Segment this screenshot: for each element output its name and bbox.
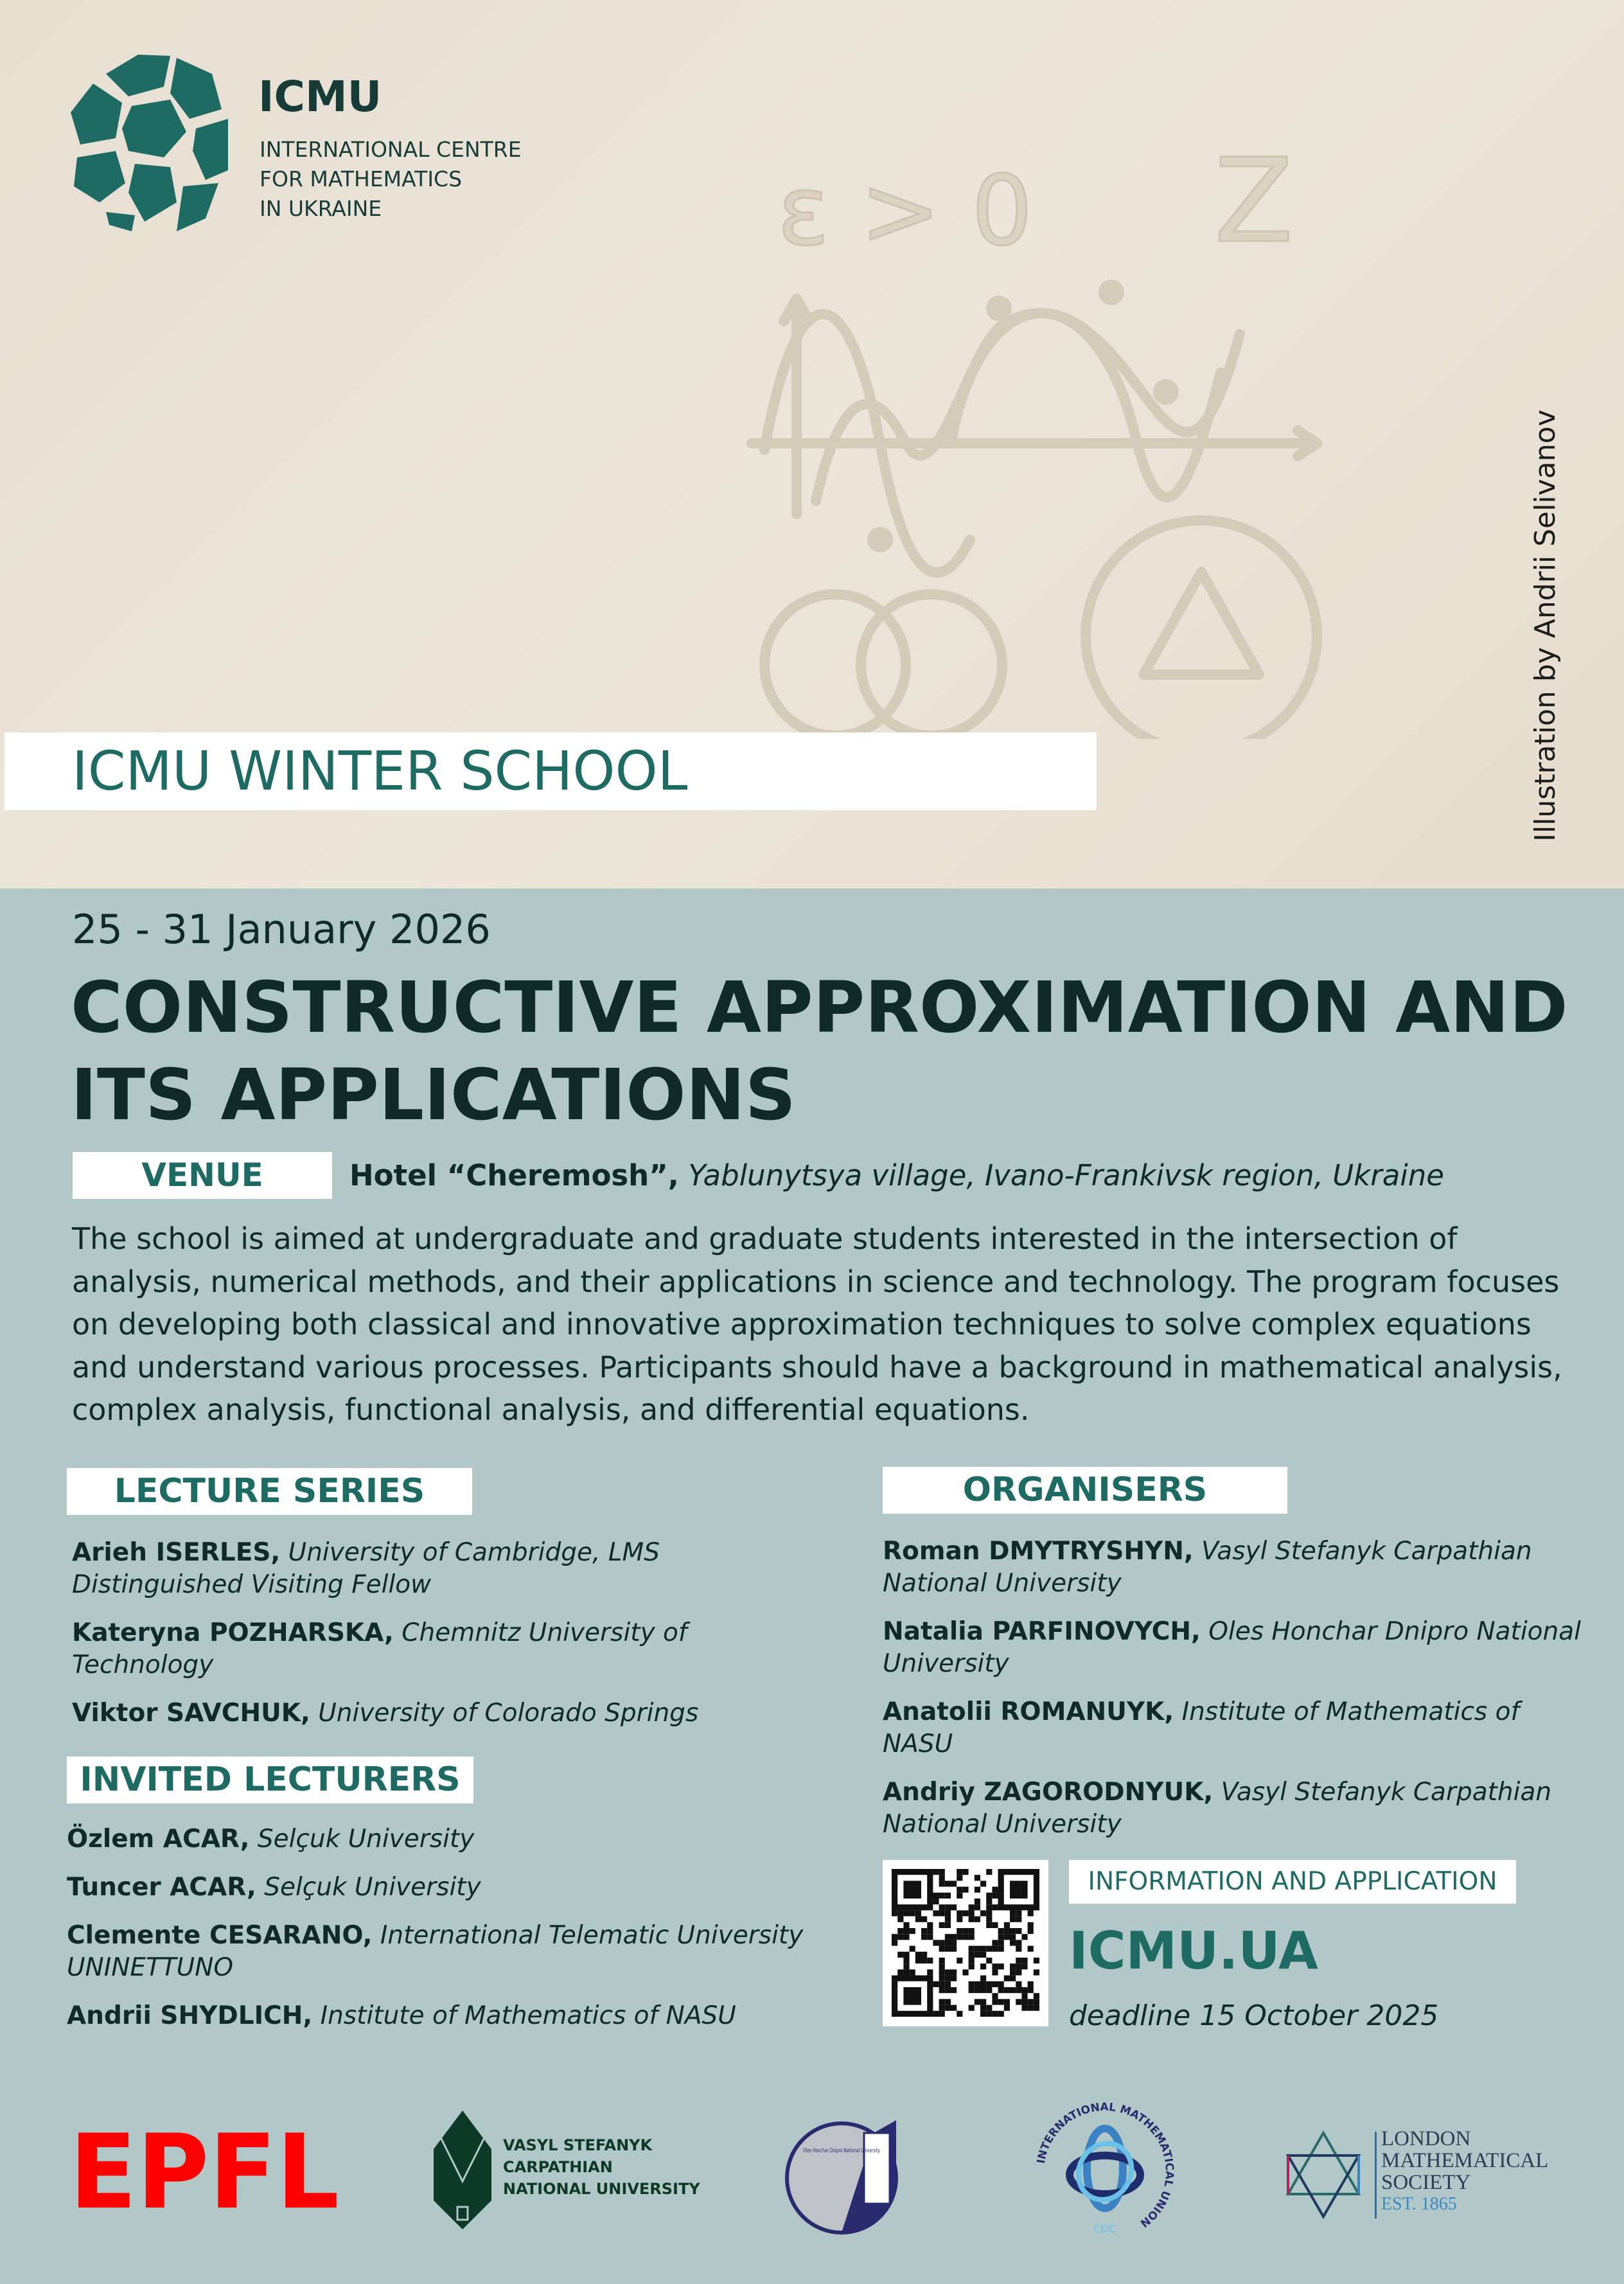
- event-title: CONSTRUCTIVE APPROXIMATION AND ITS APPLICATIONS: [71, 966, 1568, 1136]
- logo-line: VASYL STEFANYK: [503, 2136, 653, 2154]
- lecture-series-list: [72, 1537, 817, 1746]
- dnipro-university-logo: [781, 2107, 909, 2236]
- person-name: Kateryna POZHARSKA,: [72, 1618, 394, 1647]
- qr-code-icon: [892, 1869, 1039, 2017]
- list-item: [883, 1536, 1583, 1600]
- lms-logo-text: [1381, 2128, 1548, 2215]
- person-affiliation: Vasyl Stefanyk Carpathian National University: [883, 1778, 1552, 1839]
- person-affiliation: Institute of Mathematics of NASU: [320, 2001, 736, 2030]
- person-name: Tuncer ACAR,: [67, 1873, 256, 1902]
- subtitle-line: IN UKRAINE: [260, 196, 382, 221]
- list-item: [72, 1697, 817, 1730]
- z-symbol: Z: [1214, 141, 1294, 269]
- vasyl-stefanyk-logo-text: [503, 2134, 700, 2200]
- dnipro-logo-text: Oles Honchar Dnipro National University: [803, 2148, 881, 2154]
- organisers-list: [883, 1536, 1583, 1857]
- list-item: [883, 1696, 1583, 1760]
- information-label: INFORMATION AND APPLICATION: [1069, 1860, 1516, 1904]
- lms-divider: [1375, 2132, 1377, 2218]
- person-name: Natalia PARFINOVYCH,: [883, 1617, 1201, 1646]
- list-item: [883, 1616, 1583, 1680]
- invited-lecturers-label: INVITED LECTURERS: [67, 1757, 473, 1803]
- invited-lecturers-list: [67, 1823, 812, 2048]
- imu-cdc-text: CDC: [1093, 2223, 1116, 2235]
- lms-est: EST. 1865: [1381, 2194, 1457, 2214]
- logo-line: NATIONAL UNIVERSITY: [503, 2180, 700, 2198]
- person-affiliation: Vasyl Stefanyk Carpathian National University: [883, 1537, 1532, 1598]
- logo-line: CARPATHIAN: [503, 2158, 613, 2176]
- qr-code[interactable]: [883, 1860, 1048, 2026]
- epfl-logo: [69, 2132, 339, 2212]
- venue-label: VENUE: [73, 1152, 332, 1199]
- subtitle-line: FOR MATHEMATICS: [260, 166, 463, 191]
- list-item: [72, 1617, 817, 1681]
- venue-name: Hotel “Cheremosh”,: [349, 1158, 679, 1192]
- person-affiliation: Chemnitz University of Technology: [72, 1618, 687, 1679]
- person-affiliation: Selçuk University: [264, 1873, 481, 1902]
- imu-logo-text: INTERNATIONAL MATHEMATICAL UNION: [1034, 2101, 1176, 2230]
- list-item: [67, 1823, 812, 1855]
- subtitle-line: INTERNATIONAL CENTRE: [260, 137, 522, 162]
- person-affiliation: International Telematic University UNINETTUNO: [67, 1921, 804, 1982]
- person-affiliation: Oles Honchar Dnipro National University: [883, 1617, 1581, 1678]
- logo-line: SOCIETY: [1381, 2171, 1471, 2194]
- illustration-credit: Illustration by Andrii Selivanov: [1529, 409, 1562, 842]
- person-name: Viktor SAVCHUK,: [72, 1699, 310, 1728]
- list-item: [72, 1537, 817, 1601]
- brand-subtitle: [260, 135, 522, 224]
- event-description: The school is aimed at undergraduate and graduate students interested in the intersection of analysis, numerical methods, and their applications in science and technology. The program focuses on developing both classical and innovative approximation techniques to solve complex equations and understand various processes. Participants should have a background in mathematical analysis, complex analysis, functional analysis, and differential equations.: [72, 1221, 1562, 1427]
- logo-line: LONDON: [1381, 2127, 1471, 2150]
- person-affiliation: Selçuk University: [257, 1825, 475, 1854]
- epsilon-symbol: ε > 0: [777, 155, 1033, 267]
- logo-line: MATHEMATICAL: [1381, 2149, 1549, 2172]
- imu-logo: [1034, 2101, 1176, 2242]
- deadline-text: deadline 15 October 2025: [1069, 1999, 1439, 2032]
- person-name: Clemente CESARANO,: [67, 1921, 373, 1950]
- person-affiliation: Institute of Mathematics of NASU: [883, 1697, 1520, 1758]
- icmu-logo-icon: [67, 48, 234, 235]
- list-item: [883, 1776, 1583, 1841]
- website-link[interactable]: ICMU.UA: [1069, 1921, 1318, 1981]
- vasyl-stefanyk-crest-icon: [430, 2111, 495, 2229]
- list-item: [67, 1872, 812, 1904]
- lecture-series-label: LECTURE SERIES: [67, 1468, 472, 1515]
- person-name: Andriy ZAGORODNYUK,: [883, 1778, 1214, 1807]
- person-name: Özlem ACAR,: [67, 1825, 250, 1854]
- event-dates: 25 - 31 January 2026: [72, 906, 491, 953]
- person-name: Arieh ISERLES,: [72, 1538, 281, 1567]
- person-name: Andrii SHYDLICH,: [67, 2001, 313, 2030]
- venue-text: [349, 1156, 1444, 1195]
- organisers-label: ORGANISERS: [883, 1467, 1287, 1514]
- lms-star-icon: [1278, 2130, 1368, 2220]
- list-item: [67, 2000, 812, 2032]
- person-affiliation: University of Cambridge, LMS Distinguished Visiting Fellow: [72, 1538, 660, 1599]
- math-illustration: [739, 141, 1343, 739]
- school-banner: ICMU WINTER SCHOOL: [4, 732, 1097, 810]
- brand-name: ICMU: [258, 72, 382, 121]
- person-name: Roman DMYTRYSHYN,: [883, 1537, 1194, 1566]
- person-affiliation: University of Colorado Springs: [318, 1699, 699, 1728]
- epfl-wordmark: EPFL: [69, 2132, 339, 2212]
- person-name: Anatolii ROMANUYK,: [883, 1697, 1174, 1726]
- venue-location: Yablunytsya village, Ivano-Frankivsk region, Ukraine: [688, 1158, 1444, 1192]
- list-item: [67, 1920, 812, 1984]
